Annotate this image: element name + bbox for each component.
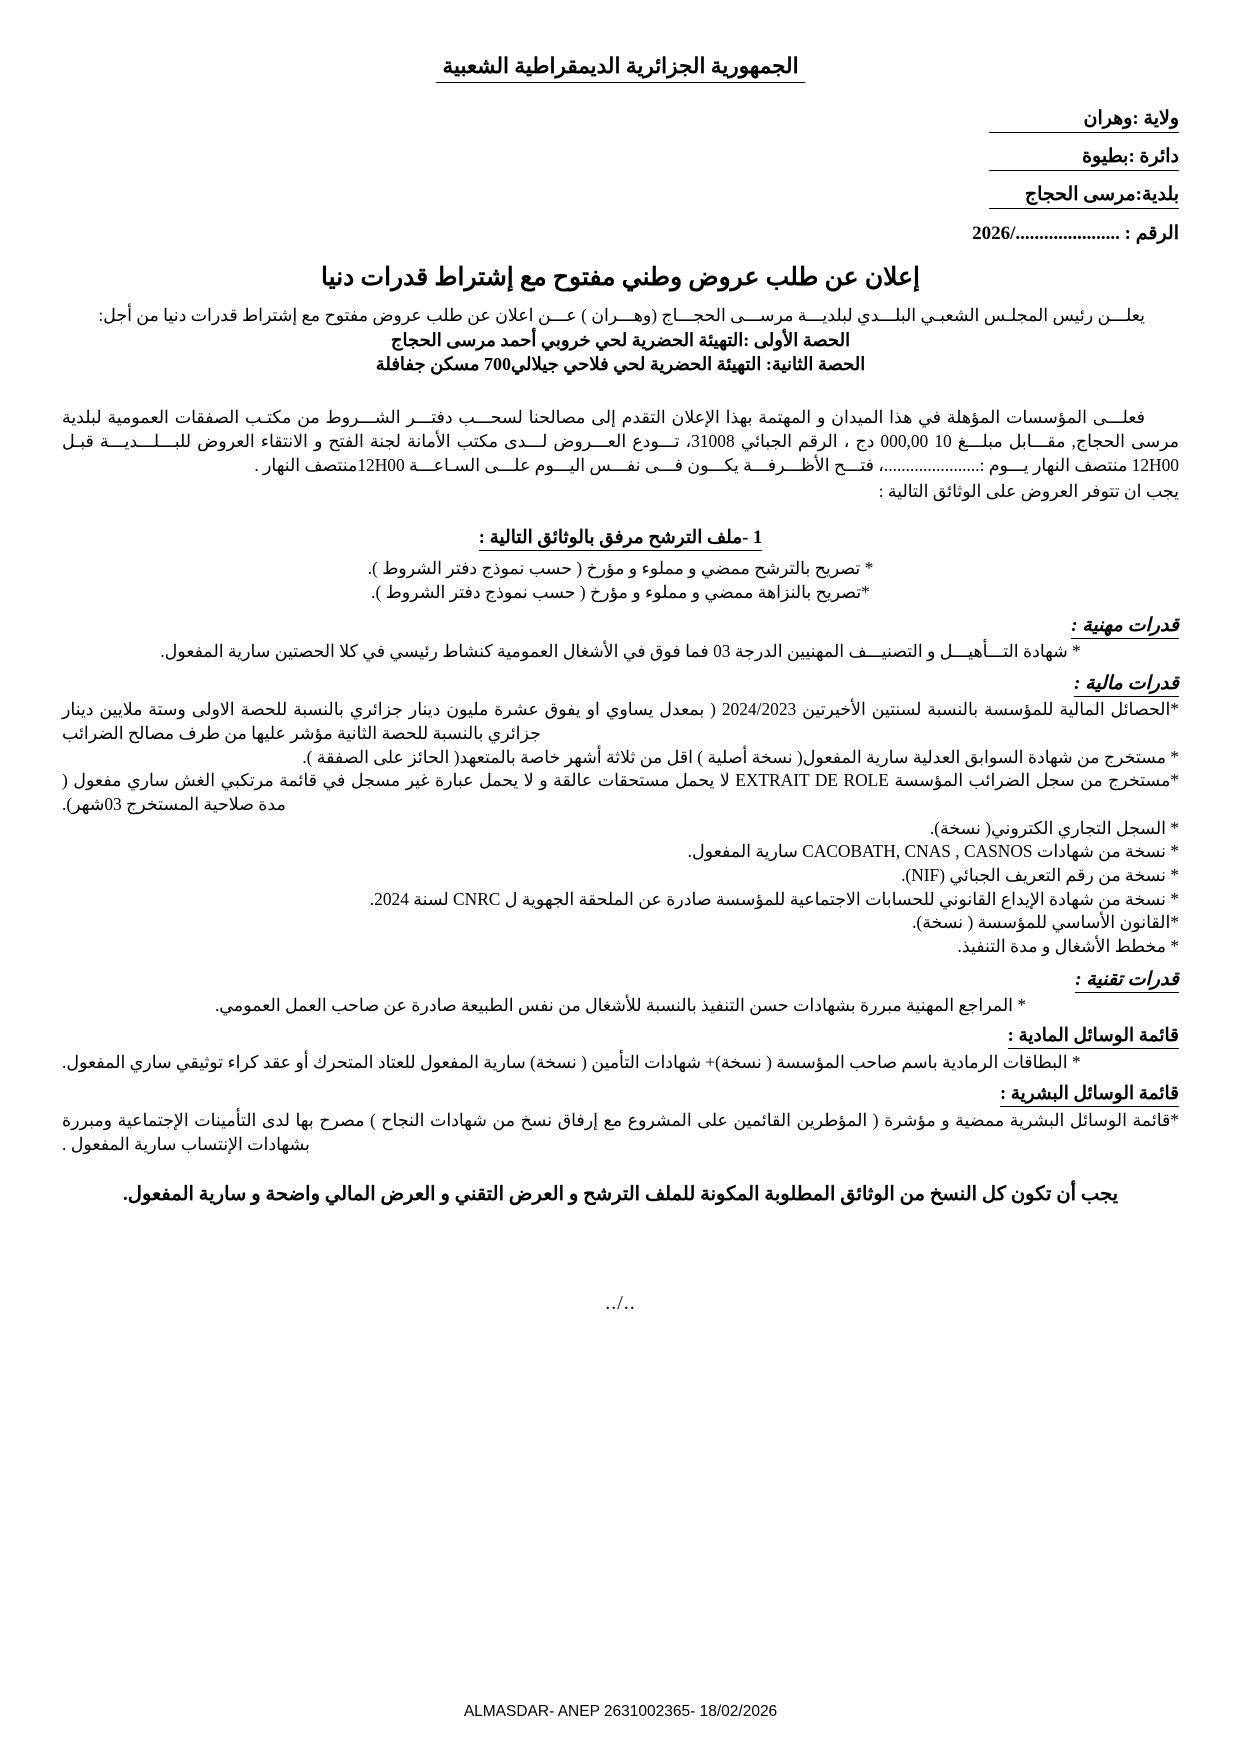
commune-line bbox=[62, 184, 1179, 209]
list-item: * نسخة من شهادة الإيداع القانوني للحسابات الاجتماعية للمؤسسة صادرة عن الملحقة الجهوية ل CNRC لسنة 2024. bbox=[369, 888, 1179, 909]
intro-paragraph: يعلـــن رئيس المجلـس الشعبـي البلـــدي لبلديـــة مرســـى الحجـــاج (وهـــران ) عـــن اعلان عن طلب عروض مفتوح مع إشتراط قدرات دنيا من أجل: bbox=[98, 304, 1145, 325]
footer-anep-reference: ALMASDAR- ANEP 2631002365- 18/02/2026 bbox=[463, 1703, 778, 1720]
republic-header-text: الجمهورية الجزائرية الديمقراطية الشعبية bbox=[436, 54, 804, 83]
reference-number: الرقم : ....................../2026 bbox=[972, 222, 1179, 244]
republic-header bbox=[62, 54, 1179, 86]
list-item: *القانون الأساسي للمؤسسة ( نسخة). bbox=[912, 912, 1179, 933]
spacer bbox=[62, 505, 1179, 521]
list-item: * البطاقات الرمادية باسم صاحب المؤسسة ( نسخة)+ شهادات التأمين ( نسخة) سارية المفعول للعتاد المتحرك أو عقد كراء توثيقي ساري المفعول. bbox=[62, 1052, 1081, 1073]
list-item: * مستخرج من شهادة السوابق العدلية سارية المفعول( نسخة أصلية ) اقل من ثلاثة أشهر خاصة بالمتعهد( الحائز على الصفقة ). bbox=[302, 746, 1179, 767]
section-heading-text: قائمة الوسائل البشرية : bbox=[1000, 1084, 1179, 1107]
section-heading-candidacy-file bbox=[62, 527, 1179, 549]
lot-item-2: الحصة الثانية: التهيئة الحضرية لحي فلاحي جيلالي700 مسكن جفافلة bbox=[375, 353, 866, 374]
offers-note: يجب ان تتوفر العروض على الوثائق التالية : bbox=[878, 481, 1179, 502]
wilaya-line bbox=[62, 108, 1179, 133]
section-heading-professional-capacity bbox=[62, 614, 1179, 637]
list-item: *تصريح بالنزاهة ممضي و مملوء و مؤرخ ( حسب نموذج دفتر الشروط ). bbox=[371, 582, 870, 603]
list-item: * شهادة التـــأهيـــل و التصنيـــف المهنيين الدرجة 03 فما فوق في الأشغال العمومية كنشاط رئيسي في كلا الحصتين سارية المفعول. bbox=[160, 640, 1081, 661]
section-heading-material-means bbox=[62, 1025, 1179, 1047]
lot-item-1: الحصة الأولى :التهيئة الحضرية لحي خروبي أحمد مرسى الحجاج bbox=[390, 329, 851, 350]
wilaya-value: ولاية :وهران bbox=[989, 108, 1179, 133]
closing-statement: يجب أن تكون كل النسخ من الوثائق المطلوبة المكونة للملف الترشح و العرض التقني و العرض المالي واضحة و سارية المفعول. bbox=[122, 1184, 1119, 1206]
section-heading-text: 1 -ملف الترشح مرفق بالوثائق التالية : bbox=[479, 528, 762, 551]
section-heading-text: قائمة الوسائل المادية : bbox=[1008, 1026, 1179, 1049]
daira-value: دائرة :بطيوة bbox=[989, 146, 1179, 171]
section-heading-human-means bbox=[62, 1083, 1179, 1105]
spacer bbox=[62, 377, 1179, 405]
list-item: * المراجع المهنية مبررة بشهادات حسن التنفيذ بالنسبة للأشغال من نفس الطبيعة صادرة عن صاحب العمل العمومي. bbox=[214, 994, 1027, 1015]
section-heading-text: قدرات مالية : bbox=[1074, 673, 1179, 697]
list-item: *قائمة الوسائل البشرية ممضية و مؤشرة ( المؤطرين القائمين على المشروع مع إرفاق نسخ من شهادات النجاح ) مصرح بها لدى التأمينات الإجتماعية ومبررة بشهادات الإنتساب سارية المفعول . bbox=[62, 1110, 1179, 1154]
section-heading-text: قدرات تقنية : bbox=[1075, 969, 1179, 993]
list-item: * تصريح بالترشح ممضي و مملوء و مؤرخ ( حسب نموذج دفتر الشروط ). bbox=[367, 558, 874, 579]
list-item: * السجل التجاري الكتروني( نسخة). bbox=[929, 817, 1179, 838]
section-heading-technical-capacity bbox=[62, 968, 1179, 991]
commune-value: بلدية:مرسى الحجاج bbox=[989, 184, 1179, 209]
page-title: إعلان عن طلب عروض وطني مفتوح مع إشتراط قدرات دنيا bbox=[321, 263, 920, 291]
body-paragraph: فعلـــى المؤسسات المؤهلة في هذا الميدان و المهتمة بهذا الإعلان التقدم إلى مصالحنا لسحـــب دفتـــر الشـــروط من مكتـب الصفقات العمومية لبلدية مرسى الحجاج, مقـــابل مبلـــغ 10 000,00 دج ، الرقم الجبائي 31008، تـــودع العـــروض لـــدى مكتب الأمانة لجنة الفتح و الانتقاء العروض للبـــلـــديـــة قبـل 12H00 منتصف النهار يـــوم :......................، فتـــح الأظـــرفـــة يكـــون فـــى نفـــس اليـــوم علـــى السـاعـــة 12H00منتصف النهار . bbox=[62, 407, 1179, 476]
continuation-marker: ../.. bbox=[605, 1291, 636, 1314]
section-heading-text: قدرات مهنية : bbox=[1071, 615, 1179, 639]
section-heading-financial-capacity bbox=[62, 672, 1179, 695]
list-item: *الحصائل المالية للمؤسسة بالنسبة لسنتين الأخيرتين 2024/2023 ( بمعدل يساوي او يفوق عشرة مليون دينار جزائري بالنسبة للحصة الاولى وستة ملايين دينار جزائري بالنسبة للحصة الثانية مؤشر عليها من طرف مصالح الضرائب bbox=[62, 699, 1179, 744]
list-item: * نسخة من رقم التعريف الجبائي (NIF). bbox=[901, 865, 1179, 886]
list-item: *مستخرج من سجل الضرائب المؤسسة EXTRAIT DE ROLE لا يحمل مستحقات عالقة و لا يحمل عبارة غير مسجل في قائمة مرتكبي الغش ساري مفعول ( مدة صلاحية المستخرج 03شهر). bbox=[62, 770, 1179, 815]
list-item: * نسخة من شهادات CACOBATH, CNAS , CASNOS سارية المفعول. bbox=[687, 841, 1179, 862]
administrative-block bbox=[62, 108, 1179, 245]
daira-line bbox=[62, 146, 1179, 171]
list-item: * مخطط الأشغال و مدة التنفيذ. bbox=[957, 936, 1179, 957]
